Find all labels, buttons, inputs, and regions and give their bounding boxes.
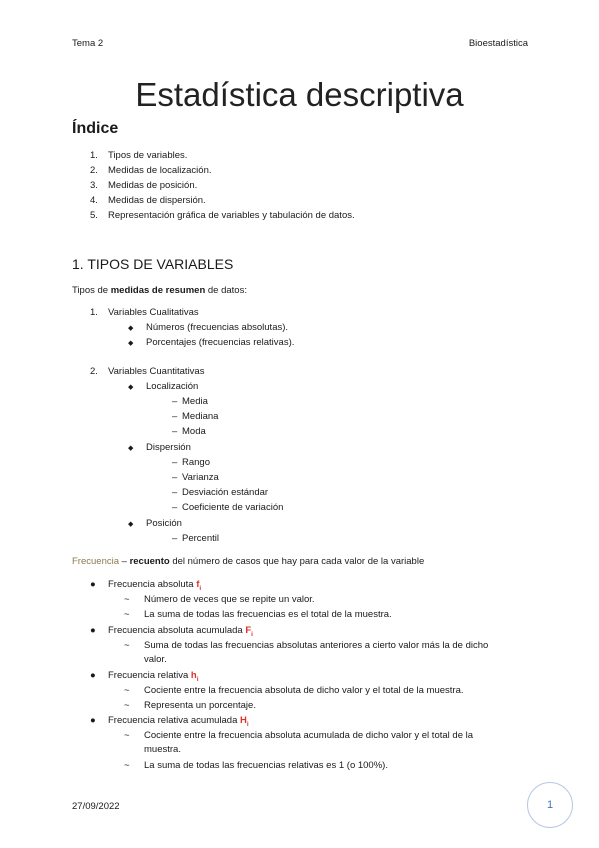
frequency-detail: ~ Representa un porcentaje. — [124, 700, 256, 711]
variable-type-item: 1. Variables Cualitativas — [90, 307, 199, 318]
page-number: 1 — [527, 782, 573, 828]
section-heading: 1. TIPOS DE VARIABLES — [72, 256, 234, 272]
diamond-bullet-icon: ◆ — [128, 340, 134, 347]
list-item: ◆ Dispersión — [128, 442, 191, 453]
header-right: Bioestadística — [468, 38, 528, 49]
index-item: 1. Tipos de variables. — [90, 150, 188, 161]
frequency-detail: ~ La suma de todas las frecuencias relativas es 1 (o 100%). — [124, 760, 388, 771]
bullet-icon: ● — [90, 579, 96, 590]
sub-list-item: – Percentil — [172, 533, 219, 544]
frequency-detail: ~ La suma de todas las frecuencias es el total de la muestra. — [124, 609, 392, 620]
list-item: ◆ Localización — [128, 381, 199, 392]
sub-list-item: – Varianza — [172, 472, 219, 483]
frequency-detail: ~ Cociente entre la frecuencia absoluta acumulada de dicho valor y el total de la — [124, 730, 474, 741]
list-item: ◆ Números (frecuencias absolutas). — [128, 322, 289, 333]
frequency-detail-cont: muestra. — [144, 744, 181, 755]
sub-list-item: – Desviación estándar — [172, 487, 269, 498]
frequency-item: ● Frecuencia relativa acumulada $H_i$ — [90, 715, 249, 728]
frequency-detail: ~ Cociente entre la frecuencia absoluta de dicho valor y el total de la muestra. — [124, 685, 464, 696]
index-item: 2. Medidas de localización. — [90, 165, 212, 176]
frequency-detail: ~ Suma de todas las frecuencias absolutas anteriores a cierto valor más la de dicho — [124, 640, 489, 651]
variable-type-item: 2. Variables Cuantitativas — [90, 366, 205, 377]
diamond-bullet-icon: ◆ — [128, 445, 134, 452]
frequency-detail-cont: valor. — [144, 654, 167, 665]
index-item: 5. Representación gráfica de variables y tabulación de datos. — [90, 210, 355, 221]
page-title: Estadística descriptiva — [135, 76, 464, 113]
bullet-icon: ● — [90, 670, 96, 681]
sub-list-item: – Moda — [172, 426, 206, 437]
list-item: ◆ Porcentajes (frecuencias relativas). — [128, 337, 295, 348]
frequency-item: ● Frecuencia absoluta $f_i$ — [90, 579, 202, 592]
header-left: Tema 2 — [72, 38, 104, 49]
diamond-bullet-icon: ◆ — [128, 521, 134, 528]
frequency-item: ● Frecuencia absoluta acumulada $F_i$ — [90, 625, 253, 638]
diamond-bullet-icon: ◆ — [128, 325, 134, 332]
diamond-bullet-icon: ◆ — [128, 384, 134, 391]
section-intro: Tipos de medidas de resumen de datos: — [72, 285, 247, 296]
sub-list-item: – Coeficiente de variación — [172, 502, 284, 513]
sub-list-item: – Rango — [172, 457, 210, 468]
frequency-definition: Frecuencia – recuento del número de casos que hay para cada valor de la variable — [72, 556, 425, 567]
bullet-icon: ● — [90, 715, 96, 726]
index-heading: Índice — [72, 120, 119, 137]
index-item: 3. Medidas de posición. — [90, 180, 198, 191]
frequency-detail: ~ Número de veces que se repite un valor. — [124, 594, 315, 605]
list-item: ◆ Posición — [128, 518, 182, 529]
sub-list-item: – Media — [172, 396, 208, 407]
footer-date: 27/09/2022 — [72, 801, 120, 812]
bullet-icon: ● — [90, 625, 96, 636]
index-item: 4. Medidas de dispersión. — [90, 195, 206, 206]
sub-list-item: – Mediana — [172, 411, 219, 422]
frequency-item: ● Frecuencia relativa $h_i$ — [90, 670, 199, 683]
